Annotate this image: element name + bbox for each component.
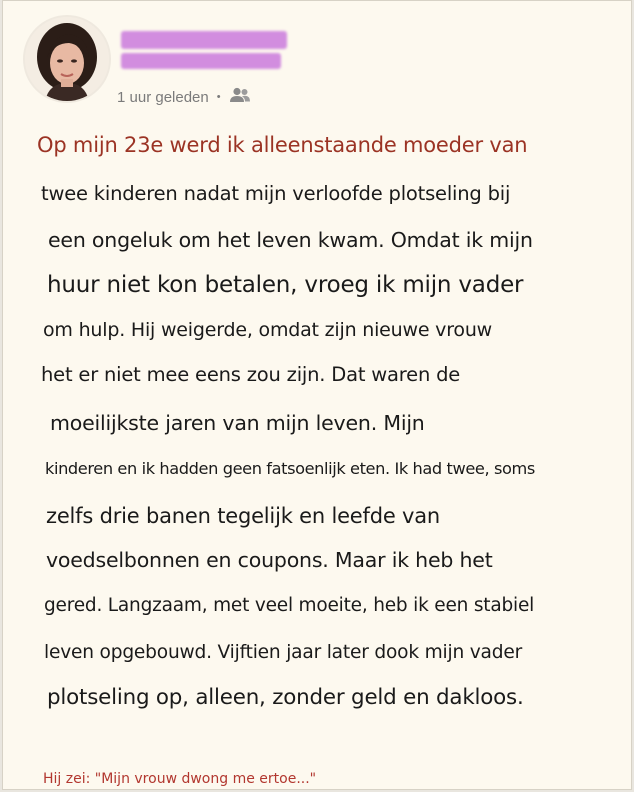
story-line: het er niet mee eens zou zijn. Dat waren de	[41, 363, 461, 386]
teaser-link[interactable]: Hij zei: "Mijn vrouw dwong me ertoe..."	[43, 771, 317, 787]
profile-avatar[interactable]	[23, 15, 111, 103]
story-line: huur niet kon betalen, vroeg ik mijn vader	[47, 272, 524, 298]
avatar-image	[25, 17, 109, 101]
story-line: moeilijkste jaren van mijn leven. Mijn	[50, 411, 425, 435]
story-line: gered. Langzaam, met veel moeite, heb ik een stabiel	[44, 595, 535, 616]
story-line: leven opgebouwd. Vijftien jaar later dook mijn vader	[44, 642, 523, 663]
story-line: zelfs drie banen tegelijk en leefde van	[46, 504, 441, 528]
story-line: een ongeluk om het leven kwam. Omdat ik mijn	[48, 228, 533, 252]
story-line: plotseling op, alleen, zonder geld en dakloos.	[47, 685, 524, 710]
story-line: om hulp. Hij weigerde, omdat zijn nieuwe vrouw	[43, 319, 493, 341]
post-time[interactable]: 1 uur geleden	[117, 88, 209, 106]
redacted-name-second-line	[121, 53, 281, 69]
story-line: voedselbonnen en coupons. Maar ik heb het	[46, 548, 493, 572]
story-line: twee kinderen nadat mijn verloofde plotseling bij	[41, 182, 511, 205]
story-line: Op mijn 23e werd ik alleenstaande moeder van	[37, 133, 528, 157]
post-meta	[117, 86, 251, 108]
post-card	[2, 0, 632, 790]
story-line: kinderen en ik hadden geen fatsoenlijk eten. Ik had twee, soms	[45, 459, 535, 478]
meta-separator: •	[216, 91, 221, 103]
people-icon[interactable]	[229, 87, 251, 107]
redacted-name	[121, 31, 287, 49]
